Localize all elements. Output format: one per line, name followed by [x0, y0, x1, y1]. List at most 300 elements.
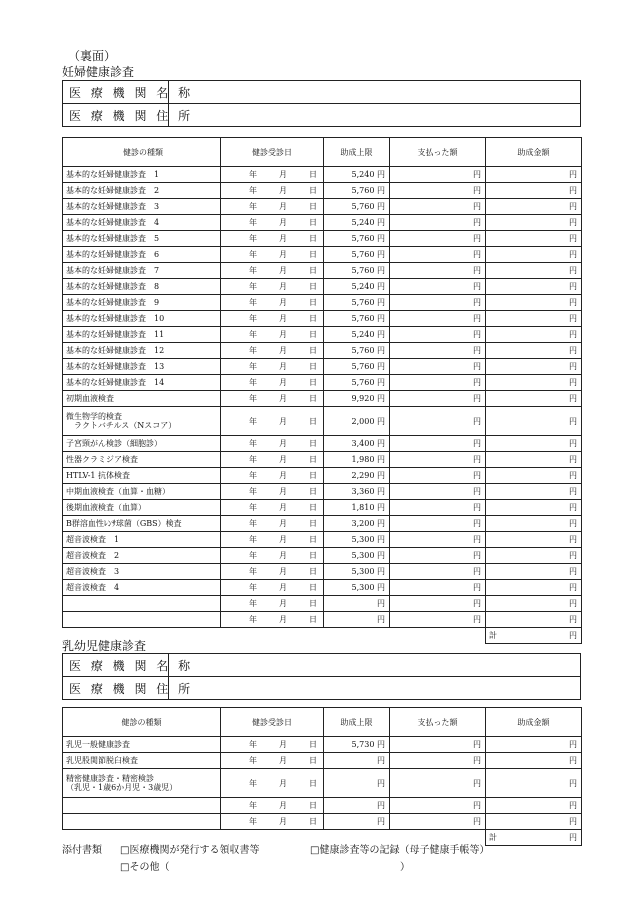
date-month: 月 [279, 416, 287, 426]
paid-cell[interactable]: 円 [390, 199, 486, 215]
exam-type-cell [63, 199, 221, 215]
col-header-limit: 助成上限 [324, 138, 390, 167]
pregnancy-exam-row [63, 548, 582, 564]
exam-type-cell [63, 375, 221, 391]
exam-date-cell[interactable] [221, 798, 324, 814]
exam-type-cell [63, 516, 221, 532]
limit-cell: 円 [324, 612, 390, 628]
infant-exam-row [63, 769, 582, 798]
date-month: 月 [279, 346, 287, 355]
pregnancy-exam-row [63, 407, 582, 436]
exam-type-cell [63, 580, 221, 596]
date-year: 年 [249, 394, 257, 403]
exam-type-text: 精密健康診査・精密検診 （乳児・1歳6か月児・3歳児） [66, 773, 178, 792]
paid-cell[interactable]: 円 [390, 231, 486, 247]
exam-type-cell [63, 612, 221, 628]
date-month: 月 [279, 298, 287, 307]
grant-cell[interactable]: 円 [486, 311, 582, 327]
date-year: 年 [249, 439, 257, 448]
exam-date-cell[interactable] [221, 596, 324, 612]
paid-cell[interactable]: 円 [390, 532, 486, 548]
date-day: 日 [309, 378, 317, 387]
exam-type-text: B群溶血性ﾚﾝｻ球菌（GBS）検査 [66, 519, 182, 528]
exam-date-cell[interactable] [221, 516, 324, 532]
exam-date-cell[interactable] [221, 375, 324, 391]
date-month: 月 [279, 455, 287, 464]
date-day: 日 [309, 186, 317, 195]
paid-cell[interactable]: 円 [390, 375, 486, 391]
exam-date-cell[interactable] [221, 311, 324, 327]
exam-type-text: 基本的な妊婦健康診査 8 [66, 282, 160, 291]
date-year: 年 [249, 314, 257, 323]
date-year: 年 [249, 282, 257, 291]
exam-date-cell[interactable] [221, 753, 324, 769]
infant-institution-address-label: 医 療 機 関 住 所 [63, 677, 169, 700]
date-day: 日 [309, 266, 317, 275]
grant-cell[interactable]: 円 [486, 500, 582, 516]
exam-date-cell[interactable] [221, 231, 324, 247]
date-day: 日 [309, 487, 317, 496]
limit-cell: 3,400 円 [324, 436, 390, 452]
date-year: 年 [249, 487, 257, 496]
date-year: 年 [249, 519, 257, 528]
exam-type-cell [63, 391, 221, 407]
limit-cell: 5,300 円 [324, 564, 390, 580]
limit-cell: 5,240 円 [324, 167, 390, 183]
exam-date-cell[interactable] [221, 279, 324, 295]
date-year: 年 [249, 567, 257, 576]
exam-date-cell[interactable] [221, 500, 324, 516]
pregnancy-exam-row [63, 436, 582, 452]
grant-cell[interactable]: 円 [486, 596, 582, 612]
limit-cell: 5,760 円 [324, 343, 390, 359]
grant-cell[interactable]: 円 [486, 548, 582, 564]
grant-cell[interactable]: 円 [486, 391, 582, 407]
infant-institution-name-field[interactable] [169, 654, 581, 677]
date-day: 日 [309, 234, 317, 243]
exam-type-text: 超音波検査 4 [66, 583, 120, 592]
exam-date-cell[interactable] [221, 295, 324, 311]
limit-cell: 1,980 円 [324, 452, 390, 468]
exam-type-cell [63, 769, 221, 798]
date-year: 年 [249, 362, 257, 371]
paid-cell[interactable]: 円 [390, 580, 486, 596]
pregnancy-exam-row [63, 516, 582, 532]
pregnancy-exam-row [63, 183, 582, 199]
date-month: 月 [279, 740, 287, 749]
grant-cell[interactable]: 円 [486, 452, 582, 468]
exam-type-text: 性器クラミジア検査 [66, 455, 138, 464]
pregnancy-exam-row [63, 167, 582, 183]
grant-cell[interactable]: 円 [486, 327, 582, 343]
date-month: 月 [279, 535, 287, 544]
date-month: 月 [279, 250, 287, 259]
paid-cell[interactable]: 円 [390, 343, 486, 359]
infant-col-header-limit: 助成上限 [324, 708, 390, 737]
date-year: 年 [249, 234, 257, 243]
pregnancy-exam-row [63, 452, 582, 468]
pregnancy-exam-row [63, 231, 582, 247]
date-year: 年 [249, 186, 257, 195]
grant-cell[interactable]: 円 [486, 814, 582, 830]
date-day: 日 [309, 503, 317, 512]
paid-cell[interactable]: 円 [390, 167, 486, 183]
exam-type-cell [63, 798, 221, 814]
limit-cell: 5,760 円 [324, 375, 390, 391]
infant-exam-row [63, 737, 582, 753]
date-day: 日 [309, 362, 317, 371]
exam-type-cell [63, 484, 221, 500]
exam-type-text: 超音波検査 1 [66, 535, 120, 544]
infant-col-header-date: 健診受診日 [221, 708, 324, 737]
infant-exam-row [63, 753, 582, 769]
paid-cell[interactable]: 円 [390, 500, 486, 516]
paid-cell[interactable]: 円 [390, 612, 486, 628]
exam-date-cell[interactable] [221, 452, 324, 468]
paid-cell[interactable]: 円 [390, 548, 486, 564]
date-day: 日 [309, 202, 317, 211]
pregnancy-exam-row [63, 311, 582, 327]
exam-type-cell [63, 596, 221, 612]
institution-address-label: 医 療 機 関 住 所 [63, 104, 169, 127]
paid-cell[interactable]: 円 [390, 279, 486, 295]
infant-total-yen: 円 [569, 833, 577, 842]
date-year: 年 [249, 740, 257, 749]
grant-cell[interactable]: 円 [486, 343, 582, 359]
paid-cell[interactable]: 円 [390, 215, 486, 231]
paid-cell[interactable]: 円 [390, 263, 486, 279]
pregnancy-total-cell[interactable] [486, 628, 582, 644]
date-month: 月 [279, 394, 287, 403]
grant-cell[interactable]: 円 [486, 375, 582, 391]
exam-date-cell[interactable] [221, 247, 324, 263]
exam-type-cell [63, 167, 221, 183]
grant-cell[interactable]: 円 [486, 436, 582, 452]
col-header-date: 健診受診日 [221, 138, 324, 167]
pregnancy-institution-table [62, 80, 581, 127]
attachment-other-close-paren: ） [400, 862, 410, 873]
date-month: 月 [279, 378, 287, 387]
exam-date-cell[interactable] [221, 532, 324, 548]
date-year: 年 [249, 615, 257, 624]
grant-cell[interactable]: 円 [486, 231, 582, 247]
total-yen: 円 [569, 631, 577, 640]
side-label: （裏面） [68, 49, 117, 63]
limit-cell: 3,360 円 [324, 484, 390, 500]
exam-date-cell[interactable] [221, 612, 324, 628]
date-year: 年 [249, 817, 257, 826]
infant-exam-row [63, 798, 582, 814]
date-day: 日 [309, 817, 317, 826]
paid-cell[interactable]: 円 [390, 596, 486, 612]
exam-type-text: 超音波検査 2 [66, 551, 120, 560]
limit-cell: 1,810 円 [324, 500, 390, 516]
infant-exam-row [63, 814, 582, 830]
limit-cell: 5,240 円 [324, 215, 390, 231]
date-month: 月 [279, 439, 287, 448]
paid-cell[interactable]: 円 [390, 753, 486, 769]
limit-cell: 円 [324, 769, 390, 798]
exam-type-text: HTLV-1 抗体検査 [66, 471, 131, 480]
exam-type-text: 基本的な妊婦健康診査 5 [66, 234, 160, 243]
pregnancy-exam-row [63, 468, 582, 484]
date-day: 日 [309, 346, 317, 355]
grant-cell[interactable]: 円 [486, 532, 582, 548]
date-day: 日 [309, 416, 317, 426]
paid-cell[interactable]: 円 [390, 484, 486, 500]
date-day: 日 [309, 218, 317, 227]
date-day: 日 [309, 740, 317, 749]
limit-cell: 5,240 円 [324, 279, 390, 295]
limit-cell: 円 [324, 798, 390, 814]
infant-institution-address-field[interactable] [169, 677, 581, 700]
col-header-grant: 助成金額 [486, 138, 582, 167]
paid-cell[interactable]: 円 [390, 814, 486, 830]
pregnancy-exam-row [63, 484, 582, 500]
date-month: 月 [279, 202, 287, 211]
pregnancy-exam-row [63, 580, 582, 596]
date-month: 月 [279, 519, 287, 528]
paid-cell[interactable]: 円 [390, 247, 486, 263]
grant-cell[interactable]: 円 [486, 295, 582, 311]
pregnancy-exam-row [63, 215, 582, 231]
limit-cell: 円 [324, 753, 390, 769]
pregnancy-exam-row [63, 596, 582, 612]
paid-cell[interactable]: 円 [390, 359, 486, 375]
date-month: 月 [279, 503, 287, 512]
grant-cell[interactable]: 円 [486, 798, 582, 814]
exam-type-text: 基本的な妊婦健康診査 14 [66, 378, 165, 387]
exam-type-cell [63, 548, 221, 564]
date-month: 月 [279, 266, 287, 275]
limit-cell: 5,760 円 [324, 311, 390, 327]
exam-type-cell [63, 468, 221, 484]
grant-cell[interactable]: 円 [486, 183, 582, 199]
exam-type-text: 基本的な妊婦健康診査 12 [66, 346, 165, 355]
date-day: 日 [309, 314, 317, 323]
paid-cell[interactable]: 円 [390, 311, 486, 327]
exam-date-cell[interactable] [221, 436, 324, 452]
exam-type-text: 基本的な妊婦健康診査 2 [66, 186, 160, 195]
grant-cell[interactable]: 円 [486, 247, 582, 263]
date-year: 年 [249, 250, 257, 259]
exam-date-cell[interactable] [221, 484, 324, 500]
pregnancy-exam-row [63, 199, 582, 215]
date-month: 月 [279, 170, 287, 179]
date-year: 年 [249, 471, 257, 480]
date-month: 月 [279, 583, 287, 592]
exam-type-text: 基本的な妊婦健康診査 13 [66, 362, 165, 371]
date-year: 年 [249, 330, 257, 339]
date-day: 日 [309, 535, 317, 544]
grant-cell[interactable]: 円 [486, 359, 582, 375]
grant-cell[interactable]: 円 [486, 580, 582, 596]
date-year: 年 [249, 535, 257, 544]
paid-cell[interactable]: 円 [390, 183, 486, 199]
date-month: 月 [279, 218, 287, 227]
pregnancy-exam-row [63, 295, 582, 311]
date-year: 年 [249, 378, 257, 387]
attachment-record-checkbox[interactable]: □健康診査等の記録（母子健康手帳等） [310, 845, 490, 856]
exam-date-cell[interactable] [221, 814, 324, 830]
pregnancy-exam-row [63, 247, 582, 263]
paid-cell[interactable]: 円 [390, 391, 486, 407]
limit-cell: 5,760 円 [324, 247, 390, 263]
infant-total-label: 計 [489, 833, 497, 842]
infant-exam-table [62, 707, 582, 846]
date-month: 月 [279, 487, 287, 496]
institution-name-field[interactable] [169, 81, 581, 104]
exam-type-cell [63, 295, 221, 311]
paid-cell[interactable]: 円 [390, 564, 486, 580]
exam-date-cell[interactable] [221, 564, 324, 580]
infant-col-header-paid: 支払った額 [390, 708, 486, 737]
limit-cell: 5,300 円 [324, 532, 390, 548]
date-day: 日 [309, 250, 317, 259]
pregnancy-exam-row [63, 391, 582, 407]
grant-cell[interactable]: 円 [486, 484, 582, 500]
limit-cell: 2,000 円 [324, 407, 390, 436]
limit-cell: 2,290 円 [324, 468, 390, 484]
date-year: 年 [249, 170, 257, 179]
exam-type-cell [63, 311, 221, 327]
grant-cell[interactable]: 円 [486, 468, 582, 484]
exam-date-cell[interactable] [221, 468, 324, 484]
exam-type-text: 基本的な妊婦健康診査 10 [66, 314, 165, 323]
exam-date-cell[interactable] [221, 737, 324, 753]
paid-cell[interactable]: 円 [390, 452, 486, 468]
limit-cell: 5,760 円 [324, 295, 390, 311]
date-year: 年 [249, 416, 257, 426]
attachment-receipt-checkbox[interactable]: □医療機関が発行する領収書等 [120, 845, 260, 856]
exam-type-text: 乳児股関節脱臼検査 [66, 756, 138, 765]
exam-date-cell[interactable] [221, 215, 324, 231]
exam-type-text: 基本的な妊婦健康診査 11 [66, 330, 165, 339]
exam-type-cell [63, 279, 221, 295]
date-day: 日 [309, 583, 317, 592]
pregnancy-exam-row [63, 532, 582, 548]
pregnancy-exam-row [63, 564, 582, 580]
exam-type-cell [63, 532, 221, 548]
date-day: 日 [309, 567, 317, 576]
paid-cell[interactable]: 円 [390, 769, 486, 798]
paid-cell[interactable]: 円 [390, 468, 486, 484]
exam-type-cell [63, 737, 221, 753]
exam-date-cell[interactable] [221, 167, 324, 183]
grant-cell[interactable]: 円 [486, 215, 582, 231]
exam-type-cell [63, 247, 221, 263]
exam-date-cell[interactable] [221, 263, 324, 279]
grant-cell[interactable]: 円 [486, 263, 582, 279]
exam-date-cell[interactable] [221, 548, 324, 564]
date-year: 年 [249, 266, 257, 275]
paid-cell[interactable]: 円 [390, 737, 486, 753]
infant-section-title: 乳幼児健康診査 [62, 639, 147, 653]
grant-cell[interactable]: 円 [486, 564, 582, 580]
grant-cell[interactable]: 円 [486, 199, 582, 215]
grant-cell[interactable]: 円 [486, 612, 582, 628]
total-label: 計 [489, 631, 497, 640]
grant-cell[interactable]: 円 [486, 279, 582, 295]
grant-cell[interactable]: 円 [486, 753, 582, 769]
date-year: 年 [249, 599, 257, 608]
pregnancy-exam-row [63, 279, 582, 295]
infant-total-cell[interactable] [486, 830, 582, 846]
limit-cell: 5,760 円 [324, 199, 390, 215]
grant-cell[interactable]: 円 [486, 167, 582, 183]
institution-address-field[interactable] [169, 104, 581, 127]
date-day: 日 [309, 170, 317, 179]
exam-type-text: 基本的な妊婦健康診査 4 [66, 218, 160, 227]
exam-date-cell[interactable] [221, 183, 324, 199]
exam-type-cell [63, 215, 221, 231]
date-day: 日 [309, 455, 317, 464]
date-month: 月 [279, 314, 287, 323]
exam-date-cell[interactable] [221, 199, 324, 215]
grant-cell[interactable]: 円 [486, 516, 582, 532]
limit-cell: 5,760 円 [324, 263, 390, 279]
attachment-other-checkbox[interactable]: □その他（ [120, 862, 170, 873]
limit-cell: 円 [324, 814, 390, 830]
pregnancy-exam-row [63, 612, 582, 628]
exam-date-cell[interactable] [221, 769, 324, 798]
grant-cell[interactable]: 円 [486, 769, 582, 798]
date-year: 年 [249, 801, 257, 810]
paid-cell[interactable]: 円 [390, 295, 486, 311]
date-year: 年 [249, 551, 257, 560]
pregnancy-exam-row [63, 375, 582, 391]
date-day: 日 [309, 471, 317, 480]
exam-date-cell[interactable] [221, 407, 324, 436]
attachments-label: 添付書類 [62, 845, 102, 856]
date-month: 月 [279, 817, 287, 826]
pregnancy-exam-row [63, 263, 582, 279]
pregnancy-exam-row [63, 359, 582, 375]
limit-cell: 5,240 円 [324, 327, 390, 343]
exam-date-cell[interactable] [221, 580, 324, 596]
pregnancy-exam-table [62, 137, 582, 644]
grant-cell[interactable]: 円 [486, 407, 582, 436]
paid-cell[interactable]: 円 [390, 327, 486, 343]
exam-type-cell [63, 231, 221, 247]
exam-type-text: 超音波検査 3 [66, 567, 120, 576]
limit-cell: 5,760 円 [324, 231, 390, 247]
exam-type-cell [63, 452, 221, 468]
date-month: 月 [279, 615, 287, 624]
paid-cell[interactable]: 円 [390, 798, 486, 814]
grant-cell[interactable]: 円 [486, 737, 582, 753]
exam-type-cell [63, 343, 221, 359]
infant-institution-name-label: 医 療 機 関 名 称 [63, 654, 169, 677]
exam-date-cell[interactable] [221, 327, 324, 343]
paid-cell[interactable]: 円 [390, 516, 486, 532]
date-day: 日 [309, 778, 317, 788]
paid-cell[interactable]: 円 [390, 436, 486, 452]
exam-date-cell[interactable] [221, 359, 324, 375]
paid-cell[interactable]: 円 [390, 407, 486, 436]
limit-cell: 5,760 円 [324, 359, 390, 375]
date-year: 年 [249, 778, 257, 788]
date-month: 月 [279, 567, 287, 576]
infant-total-spacer [63, 830, 486, 846]
exam-date-cell[interactable] [221, 391, 324, 407]
exam-type-cell [63, 436, 221, 452]
date-month: 月 [279, 282, 287, 291]
exam-type-text: 基本的な妊婦健康診査 6 [66, 250, 160, 259]
col-header-paid: 支払った額 [390, 138, 486, 167]
date-day: 日 [309, 394, 317, 403]
exam-date-cell[interactable] [221, 343, 324, 359]
